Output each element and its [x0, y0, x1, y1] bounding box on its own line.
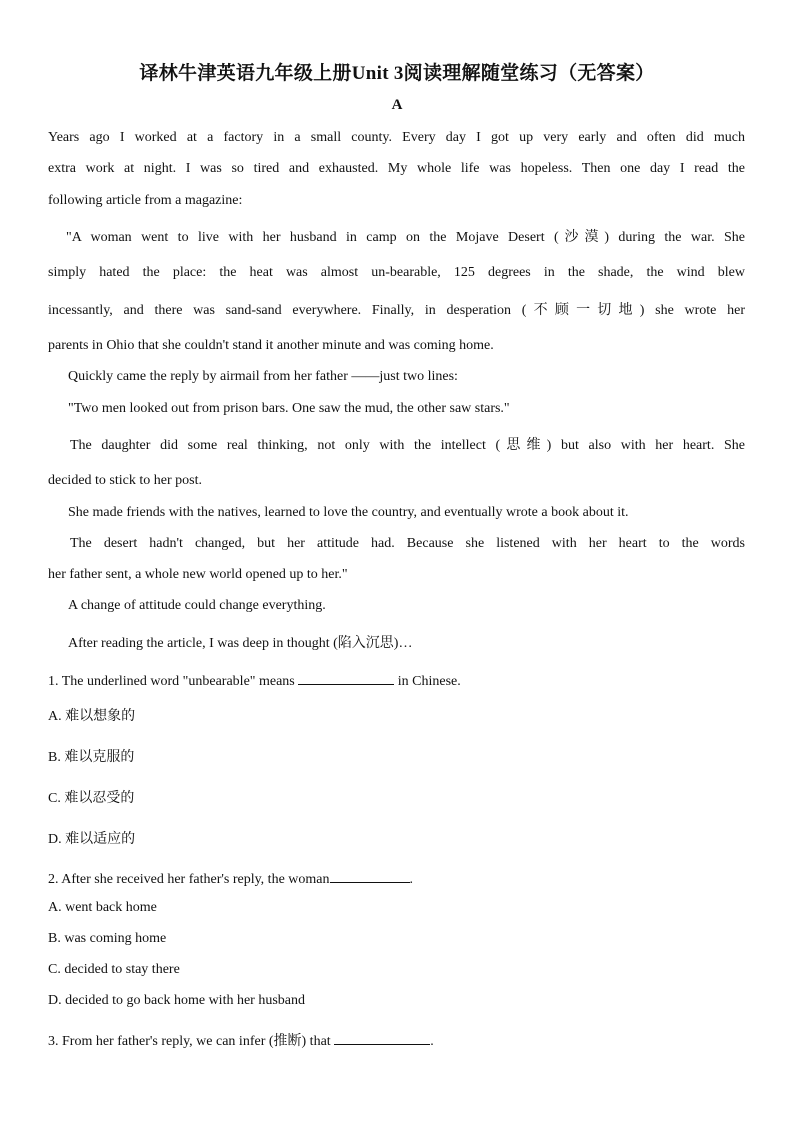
passage-line: "A woman went to live with her husband in camp on the Mojave Desert (沙漠) during the war. She: [66, 230, 745, 245]
question-1-text: 1. The underlined word "unbearable" means: [48, 674, 299, 689]
question-2-suffix: .: [409, 872, 413, 887]
passage-line: The desert hadn't changed, but her attitude had. Because she listened with her heart to the words: [70, 536, 745, 551]
passage-line: After reading the article, I was deep in thought (陷入沉思)…: [68, 636, 413, 651]
question-1-suffix: in Chinese.: [394, 674, 461, 689]
answer-blank: [298, 670, 394, 685]
question-2-text: 2. After she received her father's reply, the woman: [48, 872, 330, 887]
option-b: B. 难以克服的: [48, 750, 135, 765]
passage-line: following article from a magazine:: [48, 193, 243, 208]
answer-blank: [330, 868, 410, 883]
passage-line: decided to stick to her post.: [48, 473, 202, 488]
option-b: B. was coming home: [48, 931, 167, 946]
passage-line: A change of attitude could change everything.: [68, 598, 326, 613]
passage-line: Years ago I worked at a factory in a small county. Every day I got up very early and often did much: [48, 130, 745, 145]
option-d: D. decided to go back home with her husband: [48, 993, 305, 1008]
page-title: 译林牛津英语九年级上册Unit 3阅读理解随堂练习（无答案）: [139, 63, 655, 84]
passage-line: parents in Ohio that she couldn't stand it another minute and was coming home.: [48, 338, 494, 353]
passage-line: simply hated the place: the heat was almost un-bearable, 125 degrees in the shade, the wind blew: [48, 265, 745, 280]
question-2: [48, 868, 745, 889]
passage-line: extra work at night. I was so tired and exhausted. My whole life was hopeless. Then one day I read the: [48, 161, 745, 176]
question-3: [48, 1030, 745, 1051]
option-c: C. decided to stay there: [48, 962, 180, 977]
option-a: A. went back home: [48, 900, 157, 915]
passage-line: She made friends with the natives, learned to love the country, and eventually wrote a book about it.: [68, 505, 629, 520]
option-a: A. 难以想象的: [48, 709, 136, 724]
option-c: C. 难以忍受的: [48, 791, 135, 806]
question-3-suffix: .: [430, 1034, 434, 1049]
answer-blank: [334, 1030, 430, 1045]
question-3-text: 3. From her father's reply, we can infer (推断) that: [48, 1034, 335, 1049]
passage-line: "Two men looked out from prison bars. One saw the mud, the other saw stars.": [68, 401, 510, 416]
passage-line: Quickly came the reply by airmail from her father ——just two lines:: [68, 369, 458, 384]
passage-line: The daughter did some real thinking, not only with the intellect (思维) but also with her heart. She: [70, 438, 745, 453]
section-label: A: [391, 97, 403, 113]
question-1: [48, 670, 745, 691]
option-d: D. 难以适应的: [48, 832, 136, 847]
passage-line: incessantly, and there was sand-sand everywhere. Finally, in desperation (不顾一切地) she wrote her: [48, 303, 745, 318]
passage-line: her father sent, a whole new world opened up to her.": [48, 567, 348, 582]
